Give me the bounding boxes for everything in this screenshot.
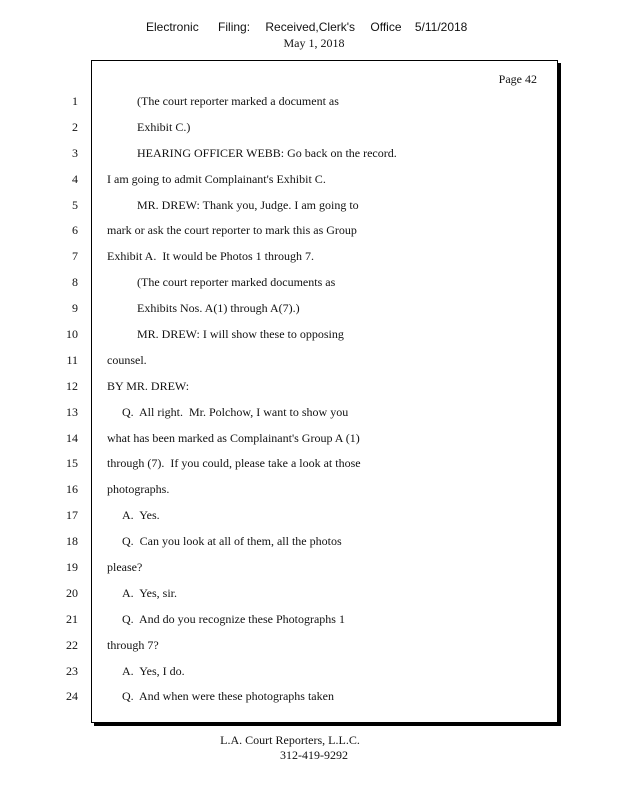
- line-number: 18: [66, 534, 78, 549]
- line-number: 6: [72, 223, 78, 238]
- hearing-date: May 1, 2018: [283, 36, 345, 50]
- line-number: 7: [72, 249, 78, 264]
- filing-stamp-word: Received,Clerk's: [265, 20, 356, 34]
- line-text: A. Yes, I do.: [122, 663, 185, 678]
- filing-stamp-word: Filing:: [218, 20, 251, 34]
- line-number: 14: [66, 430, 78, 445]
- transcript-line: [0, 610, 618, 636]
- transcript-line: [0, 506, 618, 532]
- line-number: 21: [66, 611, 78, 626]
- filing-stamp-word: Electronic: [146, 20, 199, 34]
- line-text: A. Yes, sir.: [122, 585, 178, 600]
- transcript-line: [0, 144, 618, 170]
- transcript-line: [0, 325, 618, 351]
- line-number: 24: [66, 689, 78, 704]
- transcript-line: [0, 584, 618, 610]
- transcript-line: [0, 662, 618, 688]
- filing-stamp: [146, 20, 467, 34]
- line-number: 1: [72, 94, 78, 108]
- transcript-line: [0, 687, 618, 713]
- transcript-line: [0, 377, 618, 403]
- line-number: 17: [66, 508, 78, 523]
- transcript-line: [0, 118, 618, 144]
- court-reporter-phone: 312-419-9292: [280, 748, 348, 762]
- line-number: 19: [66, 560, 78, 575]
- filing-stamp-word: Office: [370, 20, 402, 34]
- transcript-line: [0, 299, 618, 325]
- line-text: counsel.: [107, 352, 147, 367]
- transcript-line: [0, 480, 618, 506]
- line-text: Exhibit C.): [137, 119, 191, 134]
- line-text: please?: [107, 560, 143, 575]
- line-text: (The court reporter marked documents as: [137, 275, 336, 290]
- line-text: Q. And when were these photographs taken: [122, 689, 334, 704]
- transcript-line: [0, 273, 618, 299]
- transcript-line: [0, 221, 618, 247]
- line-number: 4: [72, 171, 78, 186]
- filing-stamp-date: 5/11/2018: [414, 20, 468, 34]
- page-number: Page 42: [498, 72, 537, 86]
- line-text: Q. Can you look at all of them, all the photos: [122, 534, 342, 549]
- transcript-lines: [0, 92, 618, 713]
- transcript-line: [0, 92, 618, 118]
- transcript-line: [0, 454, 618, 480]
- line-text: HEARING OFFICER WEBB: Go back on the record.: [137, 145, 397, 160]
- line-text: Exhibit A. It would be Photos 1 through 7.: [107, 249, 314, 264]
- line-text: MR. DREW: Thank you, Judge. I am going to: [137, 197, 359, 212]
- line-text: MR. DREW: I will show these to opposing: [137, 327, 344, 342]
- line-number: 22: [66, 637, 78, 652]
- transcript-line: [0, 558, 618, 584]
- transcript-line: [0, 247, 618, 273]
- transcript-line: [0, 170, 618, 196]
- line-text: A. Yes.: [122, 508, 160, 523]
- line-number: 16: [66, 482, 78, 497]
- line-number: 12: [66, 378, 78, 393]
- line-number: 15: [66, 456, 78, 471]
- line-text: mark or ask the court reporter to mark this as Group: [107, 223, 357, 238]
- line-text: through 7?: [107, 637, 159, 652]
- line-text: (The court reporter marked a document as: [137, 94, 339, 108]
- line-text: BY MR. DREW:: [107, 378, 190, 393]
- line-number: 5: [72, 197, 78, 212]
- line-number: 8: [72, 275, 78, 290]
- line-number: 23: [66, 663, 78, 678]
- line-text: what has been marked as Complainant's Group A (1): [107, 430, 360, 445]
- line-text: I am going to admit Complainant's Exhibit C.: [107, 171, 326, 186]
- line-number: 3: [72, 145, 78, 160]
- line-number: 13: [66, 404, 78, 419]
- transcript-line: [0, 351, 618, 377]
- line-number: 2: [72, 119, 78, 134]
- line-text: Exhibits Nos. A(1) through A(7).): [137, 301, 300, 316]
- line-text: Q. And do you recognize these Photographs 1: [122, 611, 345, 626]
- transcript-line: [0, 429, 618, 455]
- line-text: Q. All right. Mr. Polchow, I want to show you: [122, 404, 349, 419]
- transcript-line: [0, 636, 618, 662]
- line-text: photographs.: [107, 482, 170, 497]
- transcript-line: [0, 532, 618, 558]
- court-reporter-company: L.A. Court Reporters, L.L.C.: [220, 733, 360, 747]
- line-text: through (7). If you could, please take a look at those: [107, 456, 361, 471]
- line-number: 11: [66, 352, 78, 367]
- transcript-line: [0, 196, 618, 222]
- transcript-line: [0, 403, 618, 429]
- line-number: 10: [66, 327, 78, 342]
- line-number: 9: [72, 301, 78, 316]
- line-number: 20: [66, 585, 78, 600]
